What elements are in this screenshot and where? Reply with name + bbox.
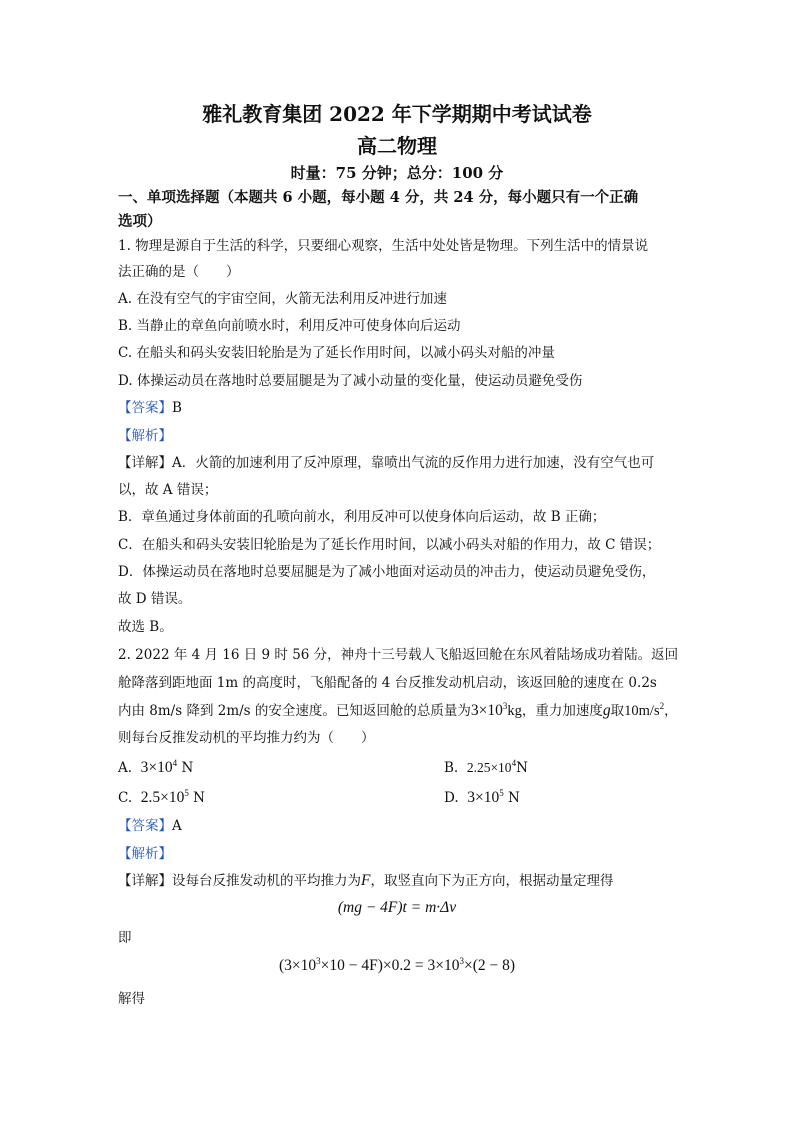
q1-stem-line2: 法正确的是（ ） [118,264,240,280]
section-heading-line2: 选项） [118,213,162,230]
g-value: $10m/s^2$ [624,701,665,719]
answer-value: A [172,818,182,834]
q2-detail-line1: 【详解】设每台反推发动机的平均推力为F，取竖直向下为正方向，根据动量定理得 [118,872,614,889]
q1-option-d: D. 体操运动员在落地时总要屈腿是为了减小动量的变化量，使运动员避免受伤 [118,373,583,389]
q1-option-b: B. 当静止的章鱼向前喷水时，利用反冲可使身体向后运动 [118,318,461,334]
q2-option-c: C. $2.5\times 10^5$ N [118,788,205,806]
q1-option-a: A. 在没有空气的宇宙空间，火箭无法利用反冲进行加速 [118,291,447,307]
detail-tag: 【详解】 [118,455,172,471]
detail-tag: 【详解】 [118,873,172,889]
q2-jiede: 解得 [118,991,145,1007]
q1-detail-line5: D．体操运动员在落地时总要屈腿是为了减小地面对运动员的冲击力，使运动员避免受伤， [118,564,656,580]
q1-answer [118,398,182,418]
q2-analysis [118,844,172,864]
analysis-tag: 【解析】 [118,846,172,862]
time-info: 时量：75 分钟；总分：100 分 [290,164,504,182]
q2-stem-line4: 则每台反推发动机的平均推力约为（ ） [118,730,375,746]
q1-option-c: C. 在船头和码头安装旧轮胎是为了延长作用时间，以减小码头对船的冲量 [118,345,555,361]
q1-detail-line1: 【详解】A．火箭的加速利用了反冲原理，靠喷出气流的反作用力进行加速，没有空气也可 [118,455,655,471]
equation-substituted: $(3\times 10^3\times 10 - 4F)\times 0.2 = 3\times 10^3\times(2 - 8)$ [278,956,516,974]
q2-answer [118,816,182,836]
exam-title: 雅礼教育集团 2022 年下学期期中考试试卷 [202,102,592,126]
analysis-tag: 【解析】 [118,428,172,444]
g-symbol: g [602,702,611,719]
q2-ji: 即 [118,930,132,946]
subject-title: 高二物理 [357,134,437,158]
section-heading-line1: 一、单项选择题（本题共 6 小题，每小题 4 分，共 24 分，每小题只有一个正确 [118,189,639,206]
q2-stem-line2: 舱降落到距地面 1m 的高度时，飞船配备的 4 台反推发动机启动，该返回舱的速度在 0.2s [118,675,657,691]
q1-detail-line4: C．在船头和码头安装旧轮胎是为了延长作用时间，以减小码头对船的作用力，故 C 错误； [118,537,661,553]
equation-momentum: (mg − 4F)t = m·Δv [337,899,457,916]
q2-stem-line1: 2. 2022 年 4 月 16 日 9 时 56 分，神舟十三号载人飞船返回舱在东风着陆场成功着陆。返回 [118,647,679,663]
q2-stem-line3: 内由 8m/s 降到 2m/s 的安全速度。已知返回舱的总质量为$3\times 10^3kg$，重力加速度g取$10m/s^2$， [118,701,678,719]
answer-tag: 【答案】 [118,400,172,416]
q1-stem-line1: 1. 物理是源自于生活的科学，只要细心观察，生活中处处皆是物理。下列生活中的情景说 [118,238,649,254]
q1-detail-line2: 以，故 A 错误； [118,482,218,498]
answer-tag: 【答案】 [118,818,172,834]
q2-option-d: D. $3\times 10^5$ N [444,788,520,806]
q1-analysis [118,426,172,446]
q2-option-a: A. $3\times 10^4$ N [118,758,194,776]
mass-value: $3\times 10^3$ [470,701,508,719]
q1-conclusion: 故选 B。 [118,619,173,635]
q1-detail-line3: B．章鱼通过身体前面的孔喷向前水，利用反冲可以使身体向后运动，故 B 正确； [118,509,606,525]
q1-detail-line6: 故 D 错误。 [118,591,192,607]
q2-option-b: B. $2.25\times 10^4N$ [444,758,528,776]
answer-value: B [172,400,182,416]
